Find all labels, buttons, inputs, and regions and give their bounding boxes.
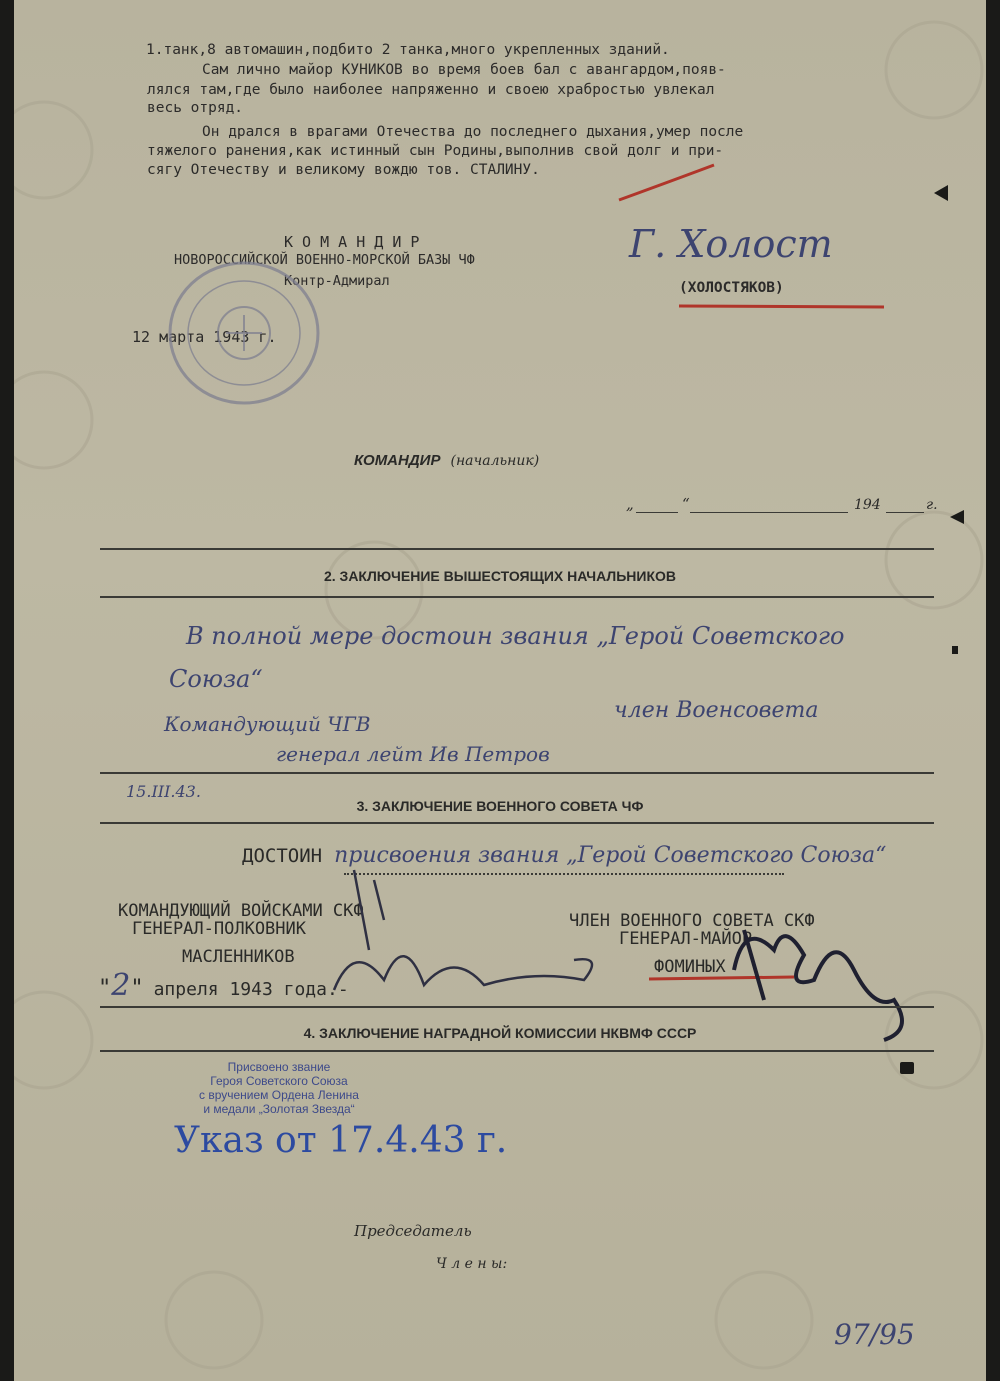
decree-handwritten: Указ от 17.4.43 г. [174,1120,508,1161]
section-3-right-title-2: ГЕНЕРАЛ-МАЙОР [619,929,753,949]
section-2-hand-sig-left-2: генерал лейт Ив Петров [276,742,550,766]
section-3-bottom-rule [100,822,934,824]
narrative-line-1: 1.танк,8 автомашин,подбито 2 танка,много укрепленных зданий. [146,42,670,58]
form-day-line [636,512,678,513]
section-3-heading: 3. ЗАКЛЮЧЕНИЕ ВОЕННОГО СОВЕТА ЧФ [356,798,644,814]
form-commander-sub: (начальник) [450,453,540,469]
document-page [14,0,986,1381]
form-commander-label: КОМАНДИР [354,452,441,469]
red-underline [674,300,894,312]
narrative-line-4: весь отряд. [147,100,244,116]
section-2-heading: 2. ЗАКЛЮЧЕНИЕ ВЫШЕСТОЯЩИХ НАЧАЛЬНИКОВ [323,568,677,584]
round-seal [164,258,324,408]
edge-mark [950,510,964,524]
section-4-bottom-rule [100,1050,934,1052]
section-3-top-rule [100,772,934,774]
award-stamp [164,1060,394,1116]
section-3-right-title-1: ЧЛЕН ВОЕННОГО СОВЕТА СКФ [569,911,815,931]
section-3-left-title-2: ГЕНЕРАЛ-ПОЛКОВНИК [132,919,306,939]
award-stamp-line-1: Присвоено звание [227,1060,331,1074]
commander-name: (ХОЛОСТЯКОВ) [679,280,784,296]
section-3-verdict-hand: присвоения звания „Герой Советского Союза“ [334,843,887,868]
section-3-right-name: ФОМИНЫХ [654,957,726,977]
section-3-date-day: 2 [111,968,131,1003]
commander-rank: Контр-Адмирал [284,273,390,289]
narrative-line-3: лялся там,где было наиболее напряженно и своею храбростью увлекал [147,82,715,98]
commander-date: 12 марта 1943 г. [132,328,277,346]
archive-page-number: 97/95 [834,1318,915,1351]
form-date-quote-open: „ [626,495,634,513]
section-2-bottom-rule [100,596,934,598]
award-stamp-line-2: Героя Советского Союза [210,1074,348,1088]
section-2-hand-sig-left: Командующий ЧГВ [164,712,371,736]
commander-unit: НОВОРОССИЙСКОЙ ВОЕННО-МОРСКОЙ БАЗЫ ЧФ [174,252,475,268]
narrative-line-2: Сам лично майор КУНИКОВ во время боев бал с авангардом,появ- [202,62,726,78]
narrative-line-5: Он дрался в врагами Отечества до последнего дыхания,умер после [202,124,744,140]
award-stamp-line-3: с вручением Ордена Ленина [199,1088,359,1102]
edge-mark [952,646,958,654]
section-2-hand-line-1: В полной мере достоин звания „Герой Советского [186,622,845,650]
commander-signature: Г. Холост [629,222,833,266]
section-3-left-title-1: КОМАНДУЮЩИЙ ВОЙСКАМИ СКФ [118,901,364,921]
section-4-top-rule [100,1006,934,1008]
form-year-line [886,512,924,513]
section-3-verdict-typed: ДОСТОИН [242,845,323,867]
section-2-hand-sig-right: член Военсовета [614,698,819,723]
section-2-hand-line-2: Союза“ [169,665,263,693]
form-year-suffix: г. [926,497,938,513]
section-3-date: "2" апреля 1943 года.- [98,968,349,1003]
form-date-quote-close: “ [682,495,690,513]
section-2-top-rule [100,548,934,550]
narrative-line-7: сягу Отечеству и великому вождю тов. СТАЛИНУ. [147,162,540,178]
members-label: Ч л е н ы: [436,1256,508,1272]
award-stamp-line-4: и медали „Золотая Звезда“ [203,1102,355,1116]
form-commander-field [354,452,539,470]
narrative-line-6: тяжелого ранения,как истинный сын Родины,выполнив свой долг и при- [147,143,724,159]
section-4-heading: 4. ЗАКЛЮЧЕНИЕ НАГРАДНОЙ КОМИССИИ НКВМФ СССР [303,1025,697,1041]
section-2-hand-date: 15.III.43. [126,782,201,801]
section-3-date-rest: апреля 1943 года.- [153,979,349,1000]
red-pencil-mark [14,0,986,220]
section-3-left-name: МАСЛЕННИКОВ [182,947,295,967]
edge-mark [900,1062,914,1074]
chairman-label: Председатель [354,1222,472,1240]
edge-mark [934,185,948,201]
commander-title: К О М А Н Д И Р [284,233,420,251]
form-year: 194 [854,497,881,513]
form-month-line [690,512,848,513]
